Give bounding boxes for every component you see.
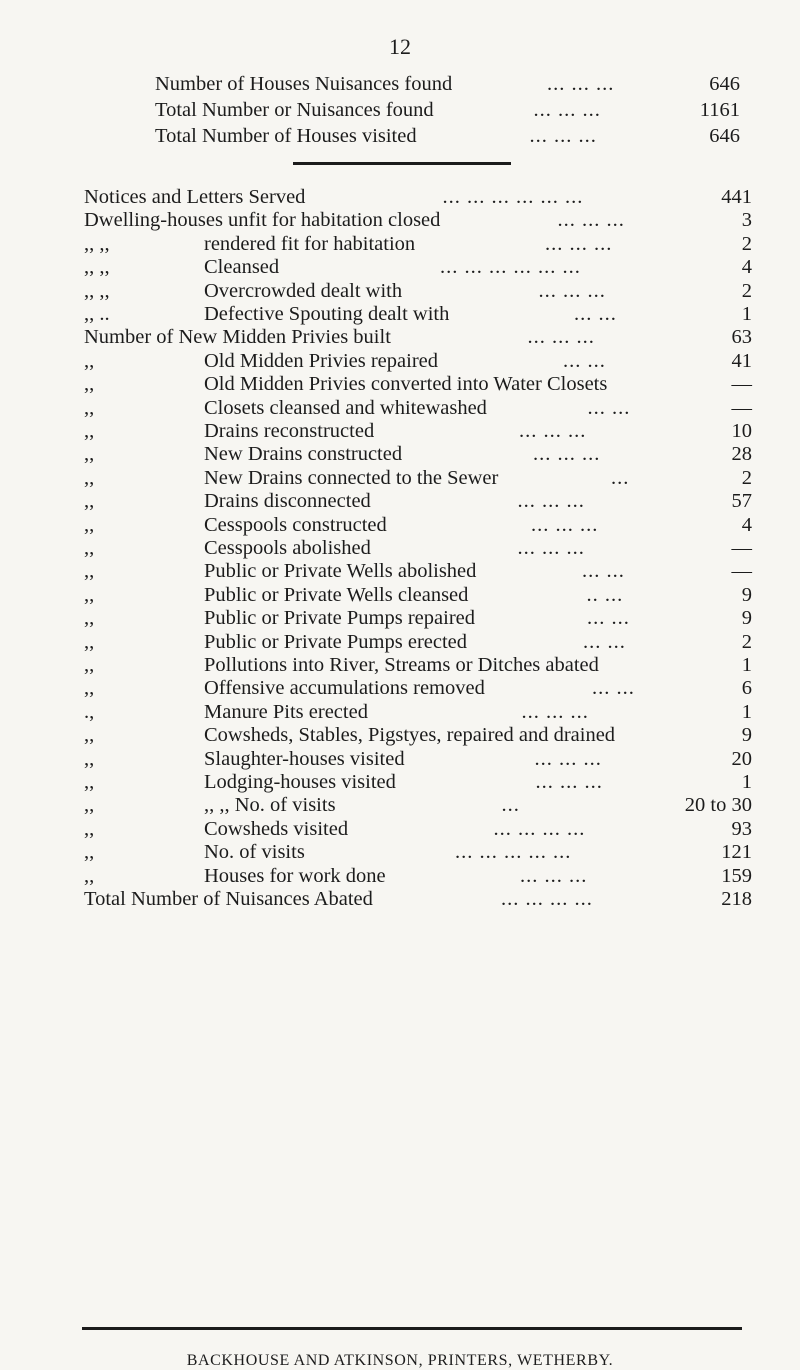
row-label: Cesspools constructed bbox=[204, 513, 387, 536]
rows-row bbox=[84, 488, 752, 514]
leader-dots: ... ... ... bbox=[547, 73, 615, 95]
leader-dots: ... ... ... ... bbox=[501, 888, 593, 910]
rows-row bbox=[84, 629, 752, 655]
ditto-mark: ,, bbox=[84, 607, 95, 630]
row-value: 2 bbox=[741, 232, 752, 255]
leader-dots: ... ... bbox=[587, 396, 631, 419]
row-value: 10 bbox=[731, 420, 752, 442]
leader-dots: ... ... ... ... ... bbox=[455, 841, 572, 864]
row-label: Number of Houses Nuisances found bbox=[155, 73, 453, 95]
ditto-mark: ,, bbox=[84, 677, 95, 700]
row-value: 28 bbox=[731, 443, 752, 466]
rows-row bbox=[84, 699, 752, 725]
leader-dots: ... ... ... bbox=[545, 232, 613, 255]
rows-row bbox=[84, 348, 752, 374]
row-label: No. of visits bbox=[204, 841, 305, 864]
ditto-mark: ,, bbox=[84, 771, 95, 793]
row-value: 121 bbox=[721, 841, 752, 864]
leader-dots: ... bbox=[611, 466, 630, 489]
section-divider bbox=[293, 162, 511, 165]
row-label: Manure Pits erected bbox=[204, 700, 368, 723]
row-value: — bbox=[731, 537, 752, 559]
leader-dots: ... ... ... ... ... ... bbox=[442, 186, 584, 208]
rows-row bbox=[84, 816, 752, 842]
row-value: 63 bbox=[731, 326, 752, 349]
row-label: rendered fit for habitation bbox=[204, 232, 416, 255]
leader-dots: ... ... bbox=[574, 303, 617, 325]
leader-dots: ... ... ... bbox=[521, 700, 589, 723]
ditto-mark: ,, bbox=[84, 537, 95, 559]
row-value: 3 bbox=[741, 209, 752, 232]
row-label: Lodging-houses visited bbox=[204, 771, 396, 793]
rows-row bbox=[84, 395, 752, 421]
row-label: Public or Private Wells cleansed bbox=[204, 583, 469, 606]
ditto-mark: ,, bbox=[84, 724, 95, 747]
leader-dots: ... ... bbox=[592, 677, 635, 700]
leader-dots: ... ... bbox=[583, 630, 626, 653]
leader-dots: ... ... ... bbox=[535, 771, 603, 793]
leader-dots: ... ... ... bbox=[517, 490, 585, 513]
ditto-mark: ,, bbox=[84, 583, 95, 606]
row-label: Overcrowded dealt with bbox=[204, 279, 403, 302]
rows-row bbox=[84, 746, 752, 772]
summary-row bbox=[155, 97, 740, 123]
row-value: 1 bbox=[741, 700, 752, 723]
row-value: 218 bbox=[721, 888, 752, 910]
row-label: Drains reconstructed bbox=[204, 420, 375, 442]
leader-dots: ... bbox=[501, 794, 520, 817]
row-label: Public or Private Pumps erected bbox=[204, 630, 468, 653]
row-value: — bbox=[731, 373, 752, 396]
ditto-mark: ., bbox=[84, 700, 95, 723]
rows-row bbox=[84, 792, 752, 818]
leader-dots: ... ... bbox=[582, 560, 625, 583]
row-value: 441 bbox=[721, 186, 752, 208]
row-value: 4 bbox=[741, 256, 752, 279]
row-value: 9 bbox=[741, 607, 752, 630]
row-label: Old Midden Privies repaired bbox=[204, 349, 438, 372]
row-label: Closets cleansed and whitewashed bbox=[204, 396, 487, 419]
ditto-mark: ,, bbox=[84, 654, 95, 676]
rows-row bbox=[84, 418, 752, 444]
row-label: Total Number of Houses visited bbox=[155, 125, 417, 147]
leader-dots: ... ... bbox=[563, 349, 606, 372]
leader-dots: ... ... ... bbox=[531, 513, 599, 536]
rows-row bbox=[84, 324, 752, 350]
ditto-mark: ,, ,, bbox=[84, 232, 110, 255]
ditto-mark: ,, bbox=[84, 396, 95, 419]
row-value: 646 bbox=[709, 125, 740, 147]
leader-dots: ... ... ... ... ... ... bbox=[440, 256, 581, 279]
rows-row bbox=[84, 231, 752, 257]
row-value: 1 bbox=[741, 771, 752, 793]
ditto-mark: ,, bbox=[84, 443, 95, 466]
row-label: Drains disconnected bbox=[204, 490, 371, 513]
leader-dots: ... ... ... bbox=[533, 443, 601, 466]
row-value: 1 bbox=[741, 654, 752, 676]
row-label: Notices and Letters Served bbox=[84, 186, 306, 208]
row-label: New Drains connected to the Sewer bbox=[204, 466, 499, 489]
ditto-mark: ,, bbox=[84, 420, 95, 442]
row-label: New Drains constructed bbox=[204, 443, 403, 466]
ditto-mark: ,, bbox=[84, 630, 95, 653]
rows-row bbox=[84, 254, 752, 280]
rows-row bbox=[84, 278, 752, 304]
leader-dots: .. ... bbox=[586, 583, 624, 606]
row-label: Old Midden Privies converted into Water Closets bbox=[204, 373, 608, 396]
page-number: 12 bbox=[389, 34, 411, 59]
rows-row bbox=[84, 371, 752, 397]
rows-row bbox=[84, 722, 752, 748]
row-label: Offensive accumulations removed bbox=[204, 677, 485, 700]
rows-row bbox=[84, 301, 752, 327]
ditto-mark: ,, ,, bbox=[84, 256, 110, 279]
summary-row bbox=[155, 123, 740, 149]
rows-row bbox=[84, 207, 752, 233]
row-value: 1161 bbox=[699, 99, 740, 121]
row-value: 93 bbox=[731, 817, 752, 840]
row-value: 9 bbox=[741, 583, 752, 606]
leader-dots: ... ... ... bbox=[519, 420, 587, 442]
ditto-mark: ,, bbox=[84, 794, 95, 817]
row-label: Cleansed bbox=[204, 256, 280, 279]
rows-row bbox=[84, 582, 752, 608]
row-label: Total Number of Nuisances Abated bbox=[84, 888, 373, 910]
row-label: Cesspools abolished bbox=[204, 537, 371, 559]
row-value: — bbox=[731, 396, 752, 419]
ditto-mark: ,, bbox=[84, 560, 95, 583]
row-value: 20 to 30 bbox=[684, 794, 752, 817]
row-label: Public or Private Wells abolished bbox=[204, 560, 477, 583]
leader-dots: ... ... ... ... bbox=[493, 817, 586, 840]
row-value: 2 bbox=[741, 630, 752, 653]
row-value: 20 bbox=[731, 747, 752, 770]
row-value: 57 bbox=[731, 490, 752, 513]
rows-row bbox=[84, 605, 752, 631]
row-value: 1 bbox=[741, 303, 752, 325]
leader-dots: ... ... ... bbox=[520, 864, 588, 887]
row-value: 4 bbox=[741, 513, 752, 536]
leader-dots: ... ... ... bbox=[529, 125, 597, 147]
leader-dots: ... ... ... bbox=[527, 326, 595, 349]
row-label: Dwelling-houses unfit for habitation closed bbox=[84, 209, 441, 232]
printer-imprint: BACKHOUSE AND ATKINSON, PRINTERS, WETHERBY. bbox=[186, 1352, 614, 1369]
ditto-mark: ,, bbox=[84, 747, 95, 770]
ditto-mark: ,, bbox=[84, 466, 95, 489]
ditto-mark: ,, .. bbox=[84, 303, 110, 325]
row-value: 6 bbox=[741, 677, 752, 700]
row-value: 9 bbox=[741, 724, 752, 747]
row-label: Pollutions into River, Streams or Ditches abated bbox=[204, 654, 599, 676]
leader-dots: ... ... ... bbox=[533, 99, 601, 121]
leader-dots: ... ... ... bbox=[534, 747, 602, 770]
row-label: Number of New Midden Privies built bbox=[84, 326, 391, 349]
ditto-mark: ,, bbox=[84, 349, 95, 372]
rows-row bbox=[84, 675, 752, 701]
rows-row bbox=[84, 512, 752, 538]
rows-row bbox=[84, 652, 752, 678]
row-value: 159 bbox=[721, 864, 752, 887]
rows-row bbox=[84, 886, 752, 912]
row-value: 2 bbox=[741, 279, 752, 302]
row-label: Cowsheds visited bbox=[204, 817, 349, 840]
ditto-mark: ,, ,, bbox=[84, 279, 110, 302]
row-value: — bbox=[731, 560, 752, 583]
ditto-mark: ,, bbox=[84, 841, 95, 864]
row-label: Houses for work done bbox=[204, 864, 386, 887]
rows-row bbox=[84, 184, 752, 210]
rows-row bbox=[84, 441, 752, 467]
ditto-mark: ,, bbox=[84, 817, 95, 840]
leader-dots: ... ... ... bbox=[538, 279, 606, 302]
row-value: 646 bbox=[709, 73, 740, 95]
rows-row bbox=[84, 863, 752, 889]
rows-row bbox=[84, 769, 752, 795]
leader-dots: ... ... ... bbox=[557, 209, 625, 232]
footer-rule-thick bbox=[82, 1327, 742, 1330]
leader-dots: ... ... bbox=[587, 607, 630, 630]
rows-row bbox=[84, 535, 752, 561]
row-label: Defective Spouting dealt with bbox=[204, 303, 450, 325]
ditto-mark: ,, bbox=[84, 864, 95, 887]
row-label: Slaughter-houses visited bbox=[204, 747, 405, 770]
row-label: Cowsheds, Stables, Pigstyes, repaired and drained bbox=[204, 724, 616, 747]
ditto-mark: ,, bbox=[84, 490, 95, 513]
rows-row bbox=[84, 839, 752, 865]
ditto-mark: ,, bbox=[84, 373, 95, 396]
leader-dots: ... ... ... bbox=[517, 537, 585, 559]
row-label: Public or Private Pumps repaired bbox=[204, 607, 476, 630]
ditto-mark: ,, bbox=[84, 513, 95, 536]
row-value: 41 bbox=[731, 349, 752, 372]
rows-row bbox=[84, 558, 752, 584]
row-label: ,, ,, No. of visits bbox=[204, 794, 336, 817]
row-value: 2 bbox=[741, 466, 752, 489]
row-label: Total Number or Nuisances found bbox=[155, 99, 434, 121]
rows-row bbox=[84, 465, 752, 491]
summary-row bbox=[155, 71, 740, 97]
